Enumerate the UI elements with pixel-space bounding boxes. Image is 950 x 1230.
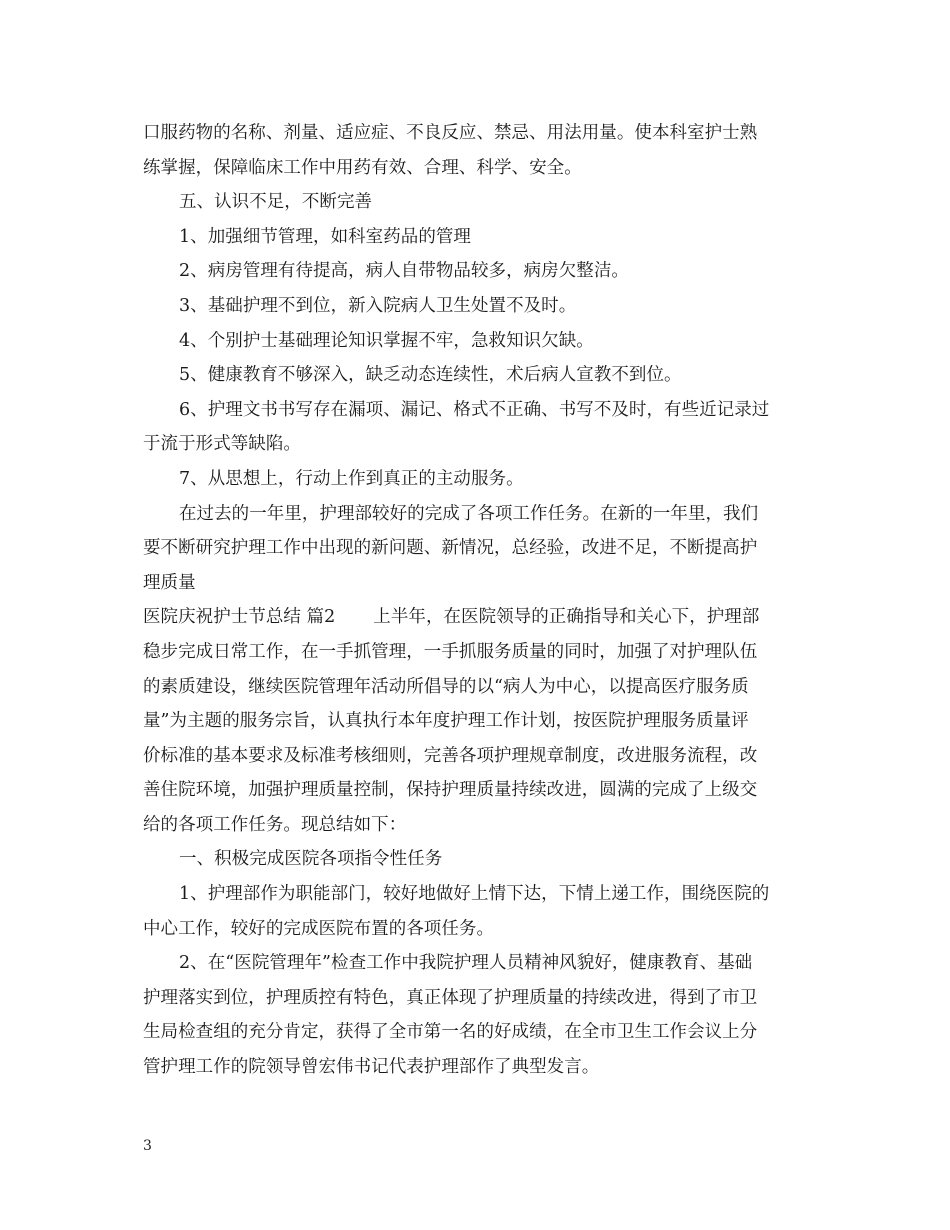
article-heading-line (143, 600, 807, 635)
intro-paragraph-line-5: 价标准的基本要求及标准考核细则，完善各项护理规章制度，改进服务流程，改 (143, 745, 758, 766)
closing-paragraph-line-3: 理质量 (143, 572, 196, 593)
list-item-6: 6、护理文书书写存在漏项、漏记、格式不正确、书写不及时，有些近记录过 (179, 399, 770, 420)
intro-paragraph-line-6: 善住院环境，加强护理质量控制，保持护理质量持续改进，圆满的完成了上级交 (143, 780, 758, 801)
task-item-1-continued: 中心工作，较好的完成医院布置的各项任务。 (143, 918, 494, 939)
section-heading-5: 五、认识不足，不断完善 (179, 192, 373, 213)
task-item-1: 1、护理部作为职能部门，较好地做好上情下达，下情上递工作，围绕医院的 (179, 884, 770, 905)
text-line-1: 口服药物的名称、剂量、适应症、不良反应、禁忌、用法用量。使本科室护士熟 (143, 123, 758, 143)
text-line-2: 练掌握，保障临床工作中用药有效、合理、科学、安全。 (143, 157, 582, 178)
article-title: 医院庆祝护士节总结 篇2 (143, 607, 336, 628)
list-item-7: 7、从思想上，行动上作到真正的主动服务。 (179, 468, 524, 489)
intro-paragraph-start: 上半年，在医院领导的正确指导和关心下，护理部 (373, 607, 760, 628)
intro-paragraph-line-7: 给的各项工作任务。现总结如下： (143, 814, 407, 835)
task-item-2-line-2: 护理落实到位，护理质控有特色，真正体现了护理质量的持续改进，得到了市卫 (143, 987, 758, 1008)
section-heading-1: 一、积极完成医院各项指令性任务 (179, 849, 443, 870)
task-item-2-line-3: 生局检查组的充分肯定，获得了全市第一名的好成绩，在全市卫生工作会议上分 (143, 1022, 758, 1043)
list-item-2: 2、病房管理有待提高，病人自带物品较多，病房欠整洁。 (179, 261, 629, 282)
document-body (143, 116, 807, 1085)
intro-paragraph-line-3: 的素质建设，继续医院管理年活动所倡导的以“病人为中心，以提高医疗服务质 (143, 676, 749, 697)
task-item-2: 2、在“医院管理年”检查工作中我院护理人员精神风貌好，健康教育、基础 (179, 953, 753, 974)
list-item-6-continued: 于流于形式等缺陷。 (143, 434, 301, 455)
intro-paragraph-line-2: 稳步完成日常工作，在一手抓管理，一手抓服务质量的同时，加强了对护理队伍 (143, 641, 758, 662)
page-number: 3 (143, 1138, 152, 1154)
closing-paragraph-line-2: 要不断研究护理工作中出现的新问题、新情况，总经验，改进不足，不断提高护 (143, 538, 758, 559)
list-item-5: 5、健康教育不够深入，缺乏动态连续性，术后病人宣教不到位。 (179, 365, 682, 386)
closing-paragraph-line-1: 在过去的一年里，护理部较好的完成了各项工作任务。在新的一年里，我们 (179, 503, 759, 524)
list-item-3: 3、基础护理不到位，新入院病人卫生处置不及时。 (179, 295, 577, 316)
list-item-4: 4、个别护士基础理论知识掌握不牢，急救知识欠缺。 (179, 330, 594, 351)
task-item-2-line-4: 管护理工作的院领导曾宏伟书记代表护理部作了典型发言。 (143, 1057, 600, 1078)
list-item-1: 1、加强细节管理，如科室药品的管理 (179, 226, 471, 247)
intro-paragraph-line-4: 量”为主题的服务宗旨，认真执行本年度护理工作计划，按医院护理服务质量评 (143, 711, 749, 732)
